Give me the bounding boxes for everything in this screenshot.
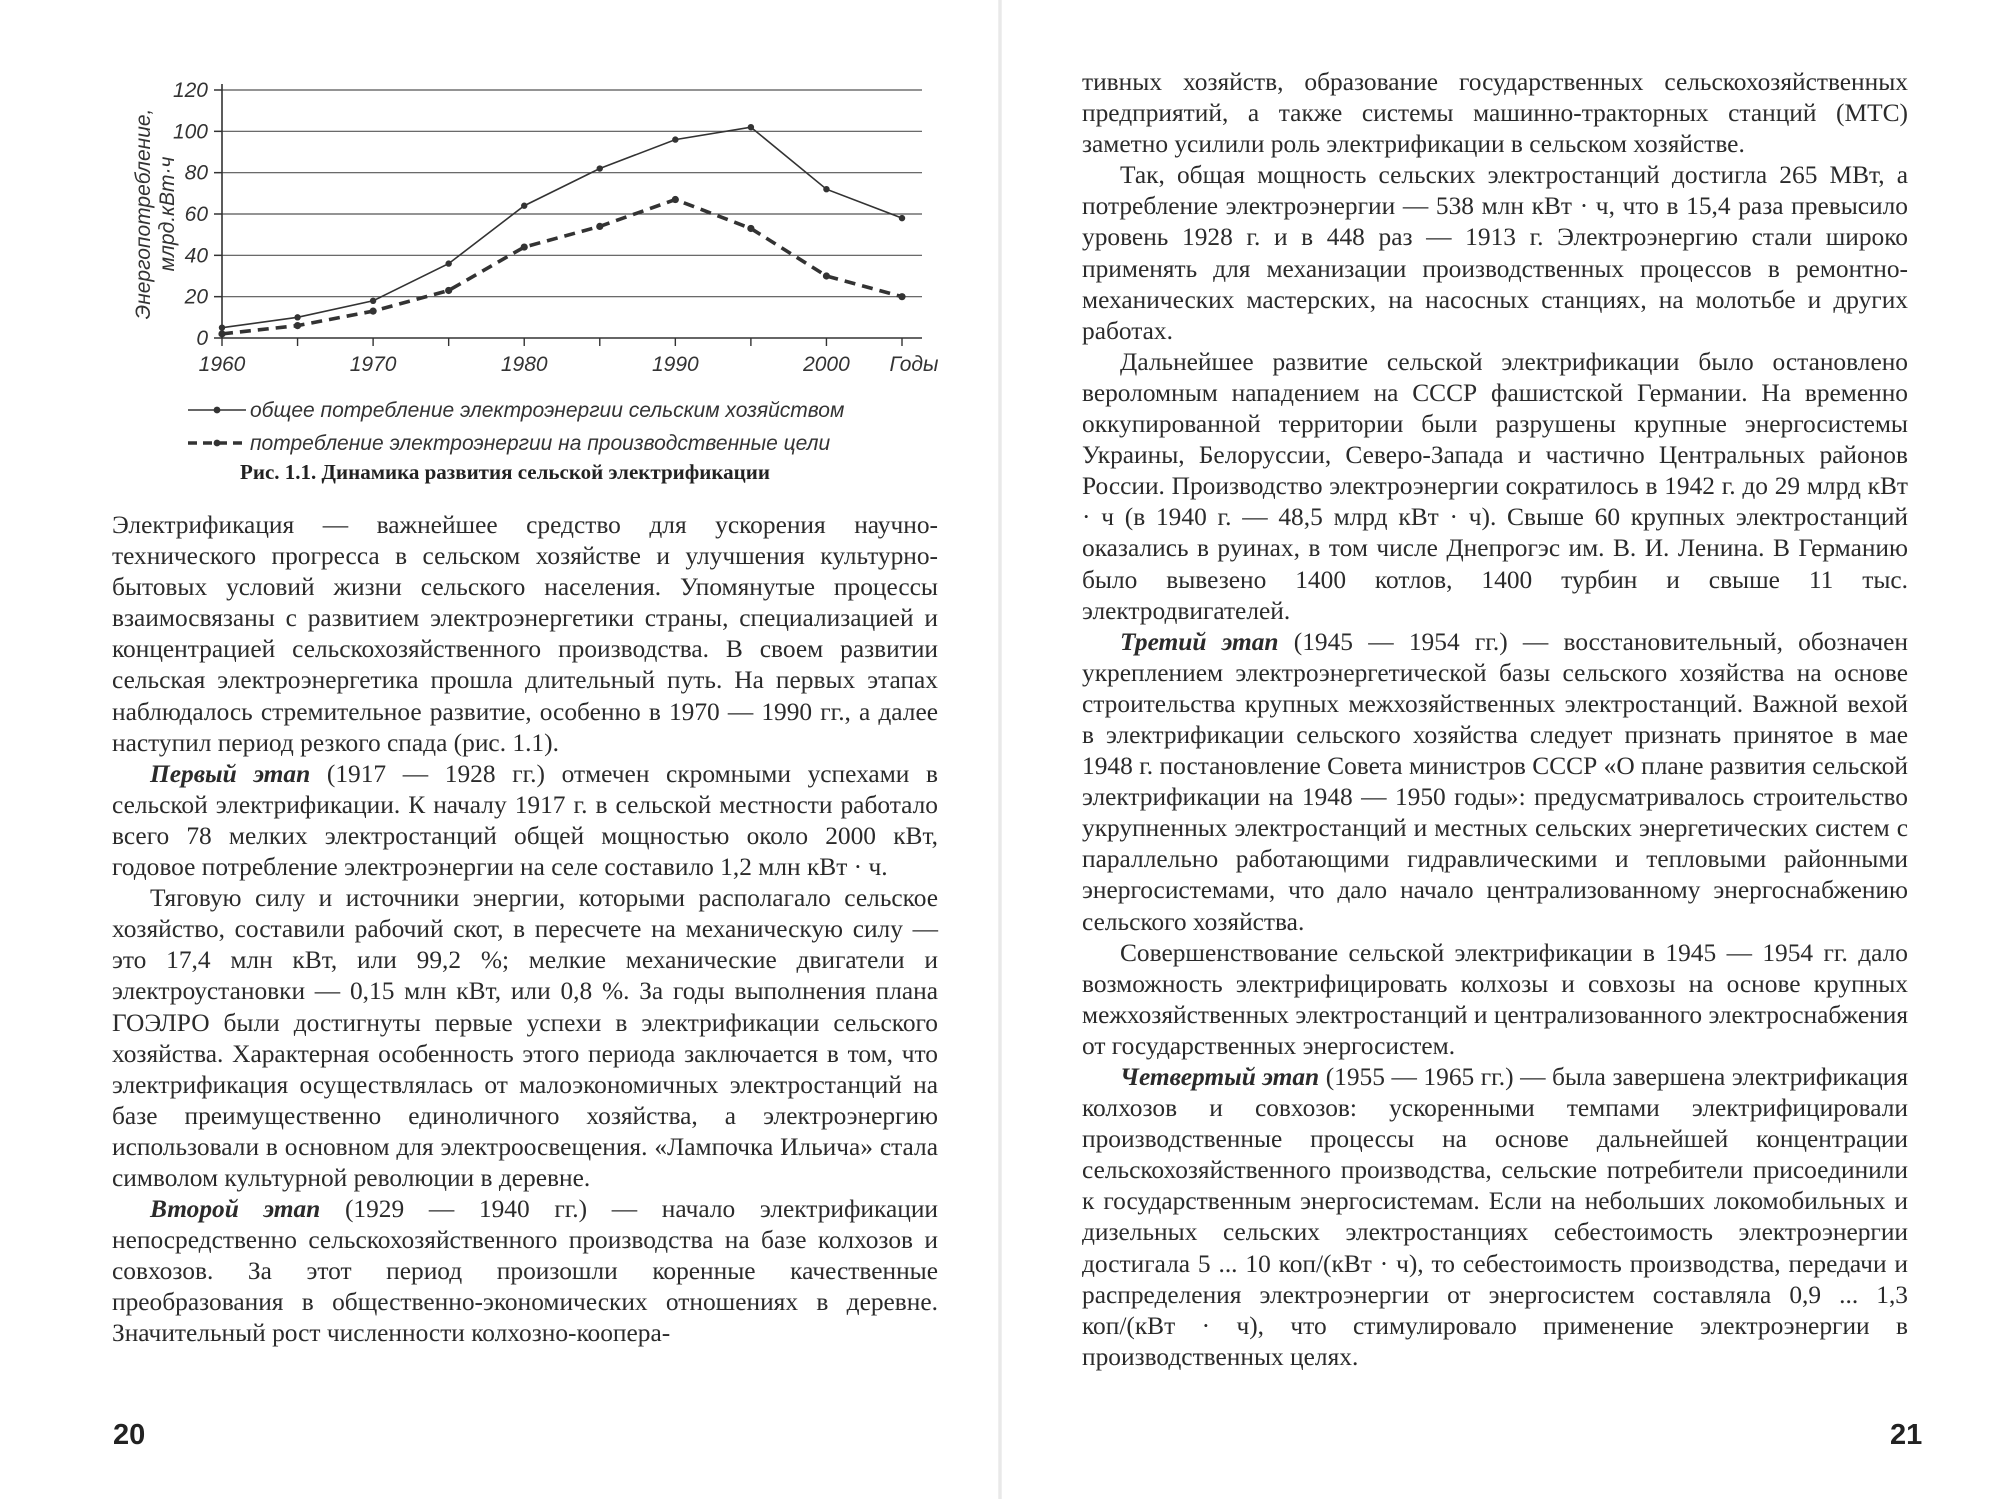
data-point <box>898 293 905 300</box>
data-point <box>521 243 528 250</box>
left-text-column <box>112 510 938 1350</box>
page-number: 20 <box>113 1419 146 1451</box>
stage-title: Первый этап <box>150 759 311 788</box>
paragraph <box>112 883 938 1194</box>
data-point <box>823 272 830 279</box>
x-tick-label: 1970 <box>349 353 397 376</box>
x-tick-label: 2000 <box>803 353 850 376</box>
data-point <box>672 196 679 203</box>
right-page <box>1000 0 2000 1499</box>
right-text-column <box>1082 67 1908 1373</box>
paragraph <box>1082 160 1908 347</box>
y-tick-label: 60 <box>184 203 208 226</box>
legend-label: общее потребление электроэнергии сельским хозяйством <box>250 399 845 422</box>
y-tick-label: 80 <box>184 161 208 185</box>
series-line-2 <box>222 200 902 334</box>
legend-label: потребление электроэнергии на производственные цели <box>250 432 831 455</box>
data-point <box>596 223 603 230</box>
paragraph-text: (1955 — 1965 гг.) — была завершена электрификация колхозов и совхозов: ускоренными темпами электрифицировали производственные процессы на основе дальнейшей концентрации сельскохозяйственного производства, сельские потребители присоединили к государственным энергосистемам. Если на небольших локомобильных и дизельных сельских электростанциях себестоимость электроэнергии достигала 5 ... 10 коп/(кВт · ч), то себестоимость производства, передачи и распределения электроэнергии от энергосистем составляла 0,9 ... 1,3 коп/(кВт · ч), что стимулировало применение электроэнергии в производственных целях. <box>1082 1063 1908 1371</box>
paragraph <box>1082 67 1908 160</box>
paragraph <box>112 510 938 759</box>
data-point <box>521 203 527 209</box>
paragraph-text: тивных хозяйств, образование государственных сельскохозяйственных предприятий, а также системы машинно-тракторных станций (МТС) заметно усилили роль электрификации в сельском хозяйстве. <box>1082 68 1908 159</box>
paragraph <box>1082 938 1908 1062</box>
data-point <box>672 136 678 142</box>
legend-marker <box>214 440 221 447</box>
data-point <box>597 165 603 171</box>
y-axis-label: Энергопотребление, <box>132 108 155 320</box>
data-point <box>294 314 300 320</box>
data-point <box>823 186 829 192</box>
stage-title: Четвертый этап <box>1120 1063 1320 1091</box>
page-number: 21 <box>1890 1419 1923 1451</box>
paragraph-text: (1917 — 1928 гг.) отмечен скромными успехами в сельской электрификации. К началу 1917 г. в сельской местности работало всего 78 мелких электростанций общей мощностью около 2000 кВт, годовое потребление электроэнергии на селе составило 1,2 млн кВт · ч. <box>112 759 938 882</box>
y-tick-label: 0 <box>196 327 208 350</box>
data-point <box>899 215 905 221</box>
paragraph <box>112 1194 938 1349</box>
paragraph-text: Электрификация — важнейшее средство для ускорения научно-технического прогресса в сельском хозяйстве и улучшения культурно-бытовых условий жизни сельского населения. Упомянутые процессы взаимосвязаны с развитием электроэнергетики страны, специализацией и концентрацией сельскохозяйственного производства. В своем развитии сельская электроэнергетика прошла длительный путь. На первых этапах наблюдалось стремительное развитие, особенно в 1970 — 1990 гг., а далее наступил период резкого спада (рис. 1.1). <box>112 511 938 757</box>
stage-title: Третий этап <box>1120 627 1279 656</box>
y-tick-label: 100 <box>172 120 208 144</box>
paragraph <box>112 759 938 883</box>
paragraph-text: Совершенствование сельской электрификации в 1945 — 1954 гг. дало возможность электрифицировать колхозы и совхозы на основе крупных межхозяйственных электростанций и централизованного электроснабжения от государственных энергосистем. <box>1082 938 1908 1060</box>
data-point <box>370 298 376 304</box>
consumption-chart <box>110 60 939 455</box>
figure-caption: Рис. 1.1. Динамика развития сельской электрификации <box>240 460 770 484</box>
data-point <box>218 330 225 337</box>
y-tick-label: 120 <box>172 79 208 102</box>
paragraph-text: (1929 — 1940 гг.) — начало электрификации непосредственно сельскохозяйственного производства на базе колхозов и совхозов. За этот период произошли коренные качественные преобразования в общественно-экономических отношениях в деревне. Значительный рост численности колхозно-коопера- <box>112 1195 939 1348</box>
data-point <box>370 308 377 315</box>
y-axis-label-unit: млрд.кВт·ч <box>156 156 179 272</box>
paragraph-text: Дальнейшее развитие сельской электрификации было остановлено вероломным нападением на СССР фашистской Германии. На временно оккупированной территории были разрушены крупные энергосистемы Украины, Белоруссии, Северо-Запада и частично Центральных районов России. Производство электроэнергии сократилось в 1942 г. до 29 млрд кВт · ч (в 1940 г. — 48,5 млрд кВт · ч). Свыше 60 крупных электростанций оказались в руинах, в том числе Днепрогэс им. В. И. Ленина. В Германию было вывезено 1400 котлов, 1400 турбин и свыше 11 тыс. электродвигателей. <box>1082 347 1908 625</box>
paragraph <box>1082 347 1908 627</box>
x-tick-label: 1960 <box>198 353 246 376</box>
paragraph <box>1082 1062 1908 1373</box>
y-tick-label: 40 <box>184 244 208 268</box>
data-point <box>294 322 301 329</box>
data-point <box>748 124 754 130</box>
y-tick-label: 20 <box>184 285 208 309</box>
x-tick-label: 1980 <box>500 353 548 376</box>
stage-title: Второй этап <box>150 1195 321 1224</box>
paragraph-text: Так, общая мощность сельских электростанций достигла 265 МВт, а потребление электроэнергии — 538 млн кВт · ч, что в 15,4 раза превысило уровень 1928 г. и в 448 раз — 1913 г. Электроэнергию стали широко применять для механизации производственных процессов в ремонтно-механических мастерских, на насосных станциях, на молотьбе и других работах. <box>1082 161 1908 345</box>
x-tick-label: 1990 <box>651 353 699 376</box>
data-point <box>747 225 754 232</box>
paragraph-text: Тяговую силу и источники энергии, которыми располагало сельское хозяйство, составили рабочий скот, в пересчете на механическую силу — это 17,4 млн кВт, или 99,2 %; мелкие механические двигатели и электроустановки — 0,15 млн кВт, или 0,8 %. За годы выполнения плана ГОЭЛРО были достигнуты первые успехи в электрификации сельского хозяйства. Характерная особенность этого периода заключается в том, что электрификация осуществлялась от малоэкономичных электростанций на базе преимущественно единоличного хозяйства, а электроэнергию использовали в основном для электроосвещения. «Лампочка Ильича» стала символом культурной революции в деревне. <box>112 884 938 1192</box>
paragraph-text: (1945 — 1954 гг.) — восстановительный, обозначен укреплением электроэнергетической базы сельского хозяйства на основе строительства крупных межхозяйственных электростанций. Важной вехой в электрификации сельского хозяйства следует признать принятое в мае 1948 г. постановление Совета министров СССР «О плане развития сельской электрификации на 1948 — 1950 годы»: предусматривалось строительство укрупненных электростанций и местных сельских энергетических систем с параллельно работающими гидравлическими и тепловыми районными энергосистемами, что дало начало централизованному энергоснабжению сельского хозяйства. <box>1082 627 1908 936</box>
data-point <box>219 324 225 330</box>
series-line-1 <box>222 127 902 327</box>
x-axis-label: Годы <box>889 353 939 376</box>
legend-marker <box>214 407 221 414</box>
paragraph <box>1082 627 1908 938</box>
data-point <box>445 287 452 294</box>
data-point <box>445 260 451 266</box>
